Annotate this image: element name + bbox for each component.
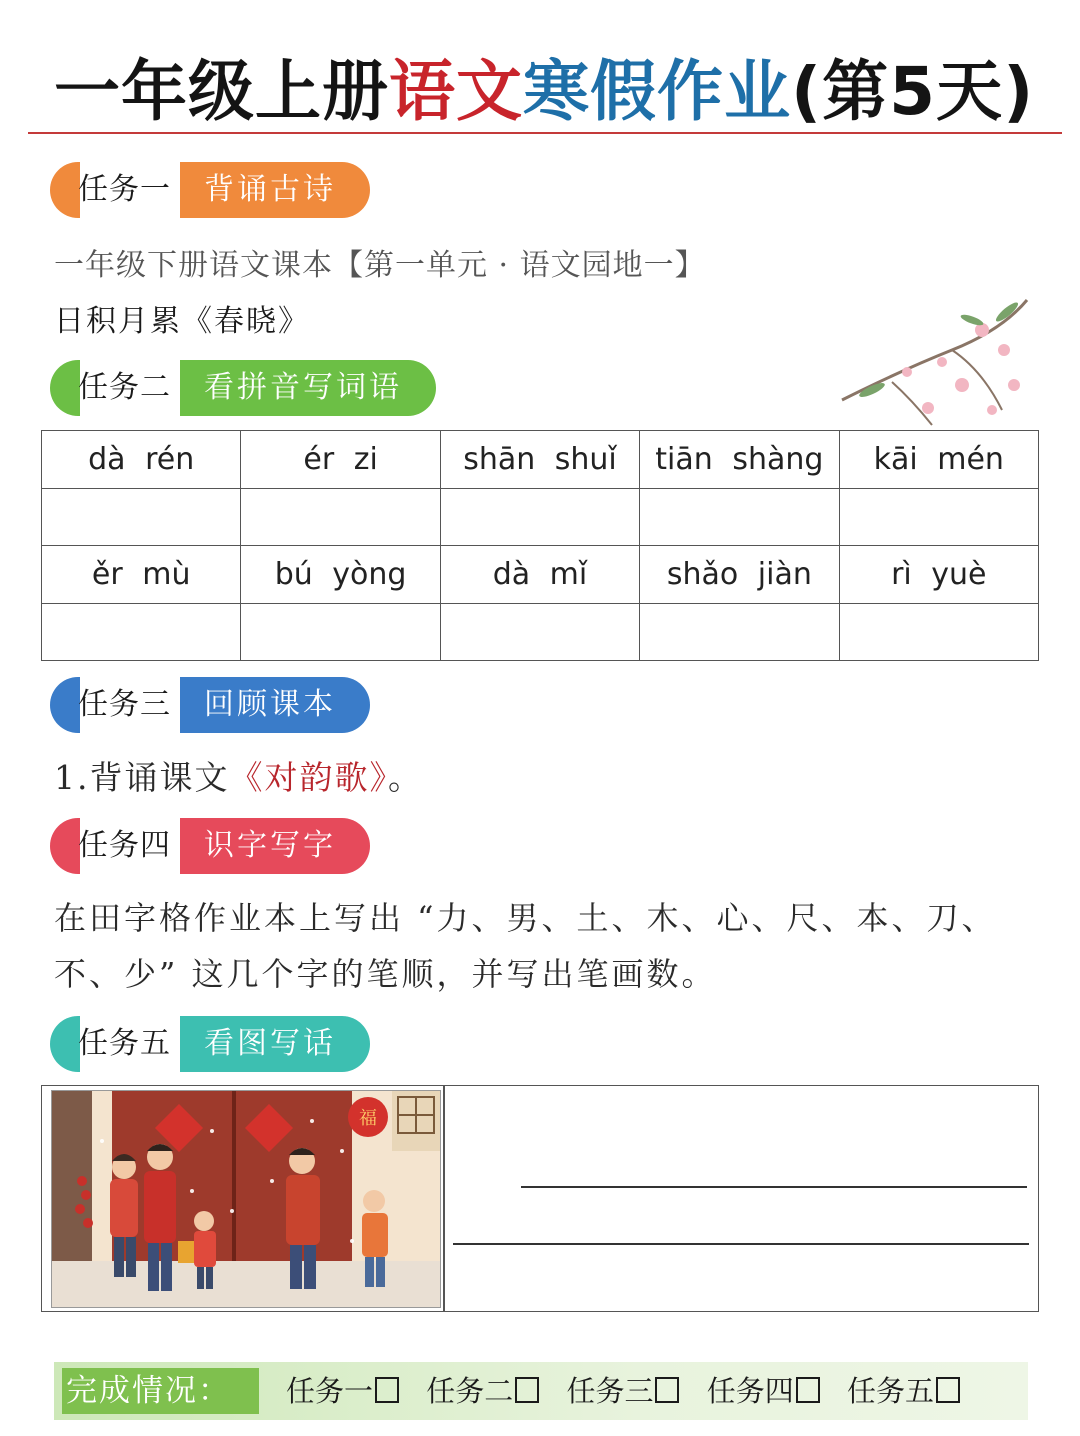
page-title <box>54 52 1034 132</box>
writing-line-1[interactable] <box>521 1186 1027 1188</box>
task4-line1: 在田字格作业本上写出 “力、男、土、木、心、尺、本、刀、 <box>54 899 997 937</box>
title-day: (第5天) <box>791 53 1035 130</box>
task3-instruction <box>54 752 423 799</box>
lantern-char: 福 <box>359 1108 377 1129</box>
completion-item-5[interactable] <box>847 1374 960 1408</box>
completion-label: 完成情况： <box>62 1368 259 1414</box>
answer-cell[interactable] <box>440 603 639 661</box>
title-divider <box>28 132 1062 134</box>
pinyin-cell: dà mǐ <box>440 546 639 604</box>
answer-cell[interactable] <box>42 488 241 546</box>
pinyin-cell: tiān shàng <box>640 431 839 489</box>
completion-item-label: 任务二 <box>426 1374 514 1408</box>
picture-writing-box <box>41 1085 1039 1312</box>
task3-suffix: 。 <box>388 758 423 797</box>
answer-cell[interactable] <box>640 603 839 661</box>
illustration-image <box>52 1091 440 1307</box>
completion-item-label: 任务五 <box>846 1374 934 1408</box>
pinyin-cell: dà rén <box>42 431 241 489</box>
table-row <box>42 488 1039 546</box>
checkbox-icon[interactable] <box>655 1377 679 1403</box>
writebox-divider <box>443 1086 445 1311</box>
task-badge-cap <box>50 677 80 733</box>
task-label: 任务五 <box>78 1026 171 1061</box>
table-row <box>42 603 1039 661</box>
checkbox-icon[interactable] <box>515 1377 539 1403</box>
task-badge-cap <box>50 162 80 218</box>
pinyin-cell: shǎo jiàn <box>640 546 839 604</box>
pinyin-cell: kāi mén <box>839 431 1038 489</box>
pinyin-table <box>41 430 1039 661</box>
pinyin-cell: shān shuǐ <box>440 431 639 489</box>
task-tag: 背诵古诗 <box>180 162 370 218</box>
writing-line-2[interactable] <box>453 1243 1029 1245</box>
checkbox-icon[interactable] <box>375 1377 399 1403</box>
title-subject: 语文 <box>389 53 523 130</box>
task-label: 任务二 <box>78 370 171 405</box>
answer-cell[interactable] <box>640 488 839 546</box>
completion-item-3[interactable] <box>566 1374 679 1408</box>
pinyin-cell: ěr mù <box>42 546 241 604</box>
task1-poem: 日积月累《春晓》 <box>54 304 310 339</box>
checkbox-icon[interactable] <box>936 1377 960 1403</box>
task3-text-title: 《对韵歌》 <box>229 758 388 797</box>
task1-reference: 一年级下册语文课本【第一单元 · 语文园地一】 <box>54 248 706 283</box>
completion-item-label: 任务四 <box>706 1374 794 1408</box>
task-badge-cap <box>50 818 80 874</box>
completion-item-label: 任务三 <box>566 1374 654 1408</box>
family-new-year-illustration <box>51 1090 441 1308</box>
task-label: 任务四 <box>78 828 171 863</box>
plum-blossom-icon <box>832 290 1032 430</box>
answer-cell[interactable] <box>839 488 1038 546</box>
answer-cell[interactable] <box>42 603 241 661</box>
task-label: 任务一 <box>78 172 171 207</box>
completion-item-2[interactable] <box>426 1374 539 1408</box>
task-tag: 回顾课本 <box>180 677 370 733</box>
task-label: 任务三 <box>78 687 171 722</box>
title-grade: 一年级上册 <box>54 53 389 130</box>
completion-item-1[interactable] <box>286 1374 399 1408</box>
title-homework: 寒假作业 <box>523 53 791 130</box>
answer-cell[interactable] <box>440 488 639 546</box>
task3-prefix: 1.背诵课文 <box>54 758 230 797</box>
answer-cell[interactable] <box>241 488 440 546</box>
task-badge-cap <box>50 1016 80 1072</box>
answer-cell[interactable] <box>839 603 1038 661</box>
task-tag: 识字写字 <box>180 818 370 874</box>
task4-line2: 不、少” 这几个字的笔顺，并写出笔画数。 <box>54 955 717 993</box>
pinyin-cell: rì yuè <box>839 546 1038 604</box>
completion-item-4[interactable] <box>707 1374 820 1408</box>
table-row <box>42 431 1039 489</box>
completion-items <box>286 1362 978 1420</box>
task-tag: 看图写话 <box>180 1016 370 1072</box>
completion-bar <box>54 1362 1028 1420</box>
answer-cell[interactable] <box>241 603 440 661</box>
pinyin-cell: ér zi <box>241 431 440 489</box>
pinyin-cell: bú yòng <box>241 546 440 604</box>
task-badge-cap <box>50 360 80 416</box>
checkbox-icon[interactable] <box>796 1377 820 1403</box>
task-tag: 看拼音写词语 <box>180 360 436 416</box>
table-row <box>42 546 1039 604</box>
completion-item-label: 任务一 <box>286 1374 374 1408</box>
